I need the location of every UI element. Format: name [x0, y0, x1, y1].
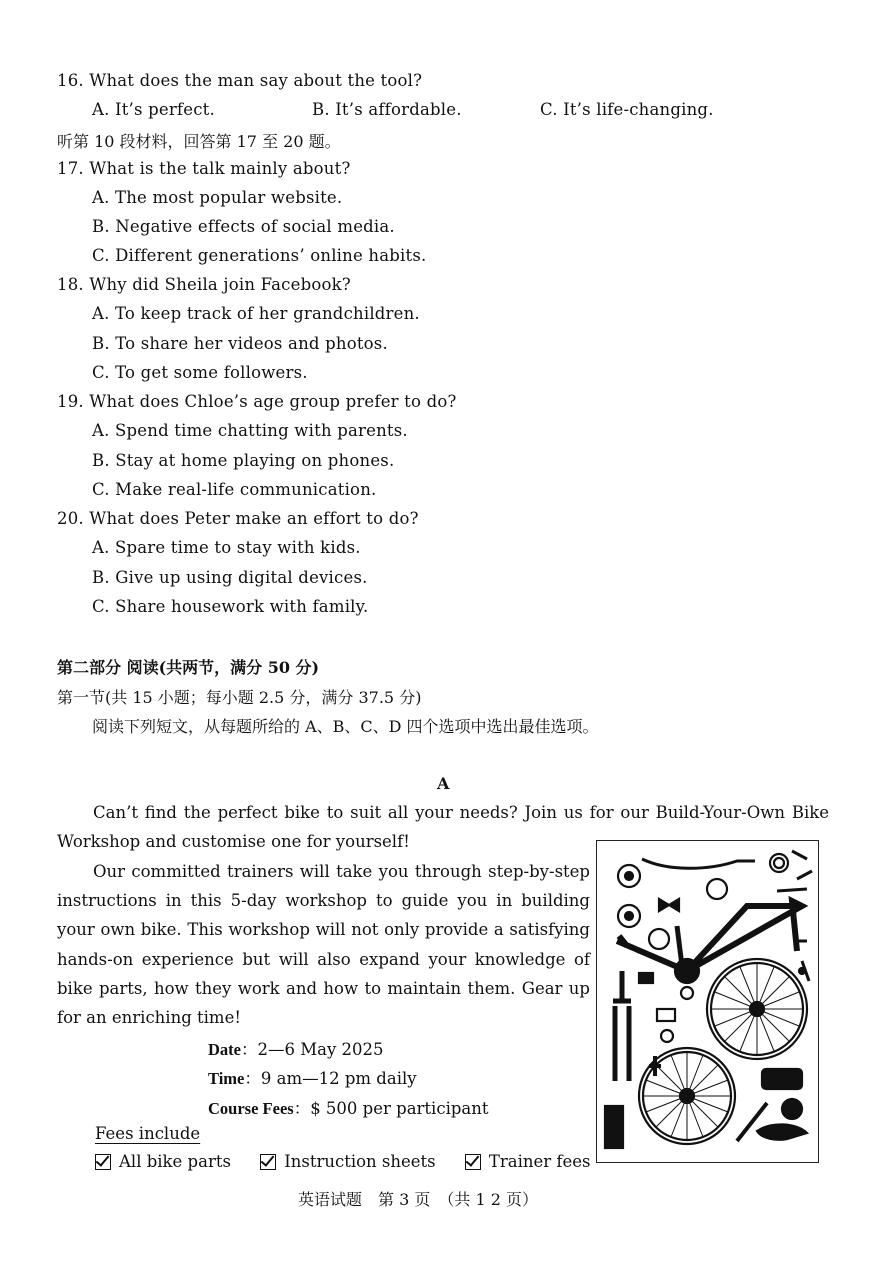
fee-item-label: Instruction sheets — [284, 1152, 436, 1171]
question-17-option-b: B. Negative effects of social media. — [92, 217, 395, 236]
passage-label: A — [437, 774, 450, 793]
bike-parts-drawing — [597, 841, 817, 1161]
question-16-option-c: C. It’s life-changing. — [540, 100, 714, 119]
time-line — [208, 1065, 417, 1089]
part2-heading: 第二部分 阅读(共两节，满分 50 分) — [57, 658, 320, 677]
question-18-option-a: A. To keep track of her grandchildren. — [92, 304, 420, 323]
question-17-option-c: C. Different generations’ online habits. — [92, 246, 427, 265]
checkbox-icon — [465, 1154, 481, 1170]
reading-instruction: 阅读下列短文，从每题所给的 A、B、C、D 四个选项中选出最佳选项。 — [92, 717, 599, 736]
question-18-option-b: B. To share her videos and photos. — [92, 334, 388, 353]
listening-instruction: 听第 10 段材料，回答第 17 至 20 题。 — [57, 132, 341, 151]
fee-item-bike-parts — [95, 1152, 231, 1171]
question-20-option-b: B. Give up using digital devices. — [92, 568, 368, 587]
fees-line — [208, 1095, 489, 1119]
fees-value: ：$ 500 per participant — [293, 1099, 489, 1118]
question-19-option-a: A. Spend time chatting with parents. — [92, 421, 408, 440]
bike-parts-illustration — [596, 840, 819, 1163]
fees-include-list — [95, 1152, 615, 1174]
question-18-stem: 18. Why did Sheila join Facebook? — [57, 275, 351, 294]
fee-item-trainer-fees — [465, 1152, 591, 1171]
time-label: Time — [208, 1069, 245, 1088]
question-20-stem: 20. What does Peter make an effort to do? — [57, 509, 419, 528]
question-17-option-a: A. The most popular website. — [92, 188, 343, 207]
fee-item-instruction-sheets — [260, 1152, 435, 1171]
section1-heading: 第一节(共 15 小题；每小题 2.5 分，满分 37.5 分) — [57, 688, 422, 707]
checkbox-icon — [95, 1154, 111, 1170]
question-20-option-c: C. Share housework with family. — [92, 597, 369, 616]
question-19-option-b: B. Stay at home playing on phones. — [92, 451, 395, 470]
page-footer: 英语试题 第 3 页 （共 1 2 页） — [298, 1190, 538, 1209]
date-label: Date — [208, 1040, 241, 1059]
question-16-stem: 16. What does the man say about the tool? — [57, 71, 423, 90]
time-value: ：9 am—12 pm daily — [244, 1069, 417, 1088]
checkbox-icon — [260, 1154, 276, 1170]
passage-body: Our committed trainers will take you through step-by-step instructions in this 5-day workshop to guide you in building your own bike. This workshop will not only provide a satisfying hands-on experience but will also expand your knowledge of bike parts, how they work and how to maintain them. Gear up for an enriching time! — [57, 862, 590, 1028]
passage-intro: Can’t find the perfect bike to suit all your needs? Join us for our Build-Your-Own Bike Workshop and customise one for yourself! — [57, 803, 829, 851]
fee-item-label: Trainer fees — [488, 1152, 591, 1171]
question-17-stem: 17. What is the talk mainly about? — [57, 159, 351, 178]
question-19-option-c: C. Make real-life communication. — [92, 480, 377, 499]
question-16-option-a: A. It’s perfect. — [92, 100, 215, 119]
fees-label: Course Fees — [208, 1099, 294, 1118]
question-18-option-c: C. To get some followers. — [92, 363, 308, 382]
question-16-option-b: B. It’s affordable. — [312, 100, 462, 119]
fee-item-label: All bike parts — [119, 1152, 231, 1171]
question-19-stem: 19. What does Chloe’s age group prefer to do? — [57, 392, 457, 411]
date-line — [208, 1036, 384, 1060]
question-20-option-a: A. Spare time to stay with kids. — [92, 538, 361, 557]
date-value: ：2—6 May 2025 — [240, 1040, 384, 1059]
fees-include-title: Fees include — [95, 1124, 201, 1143]
